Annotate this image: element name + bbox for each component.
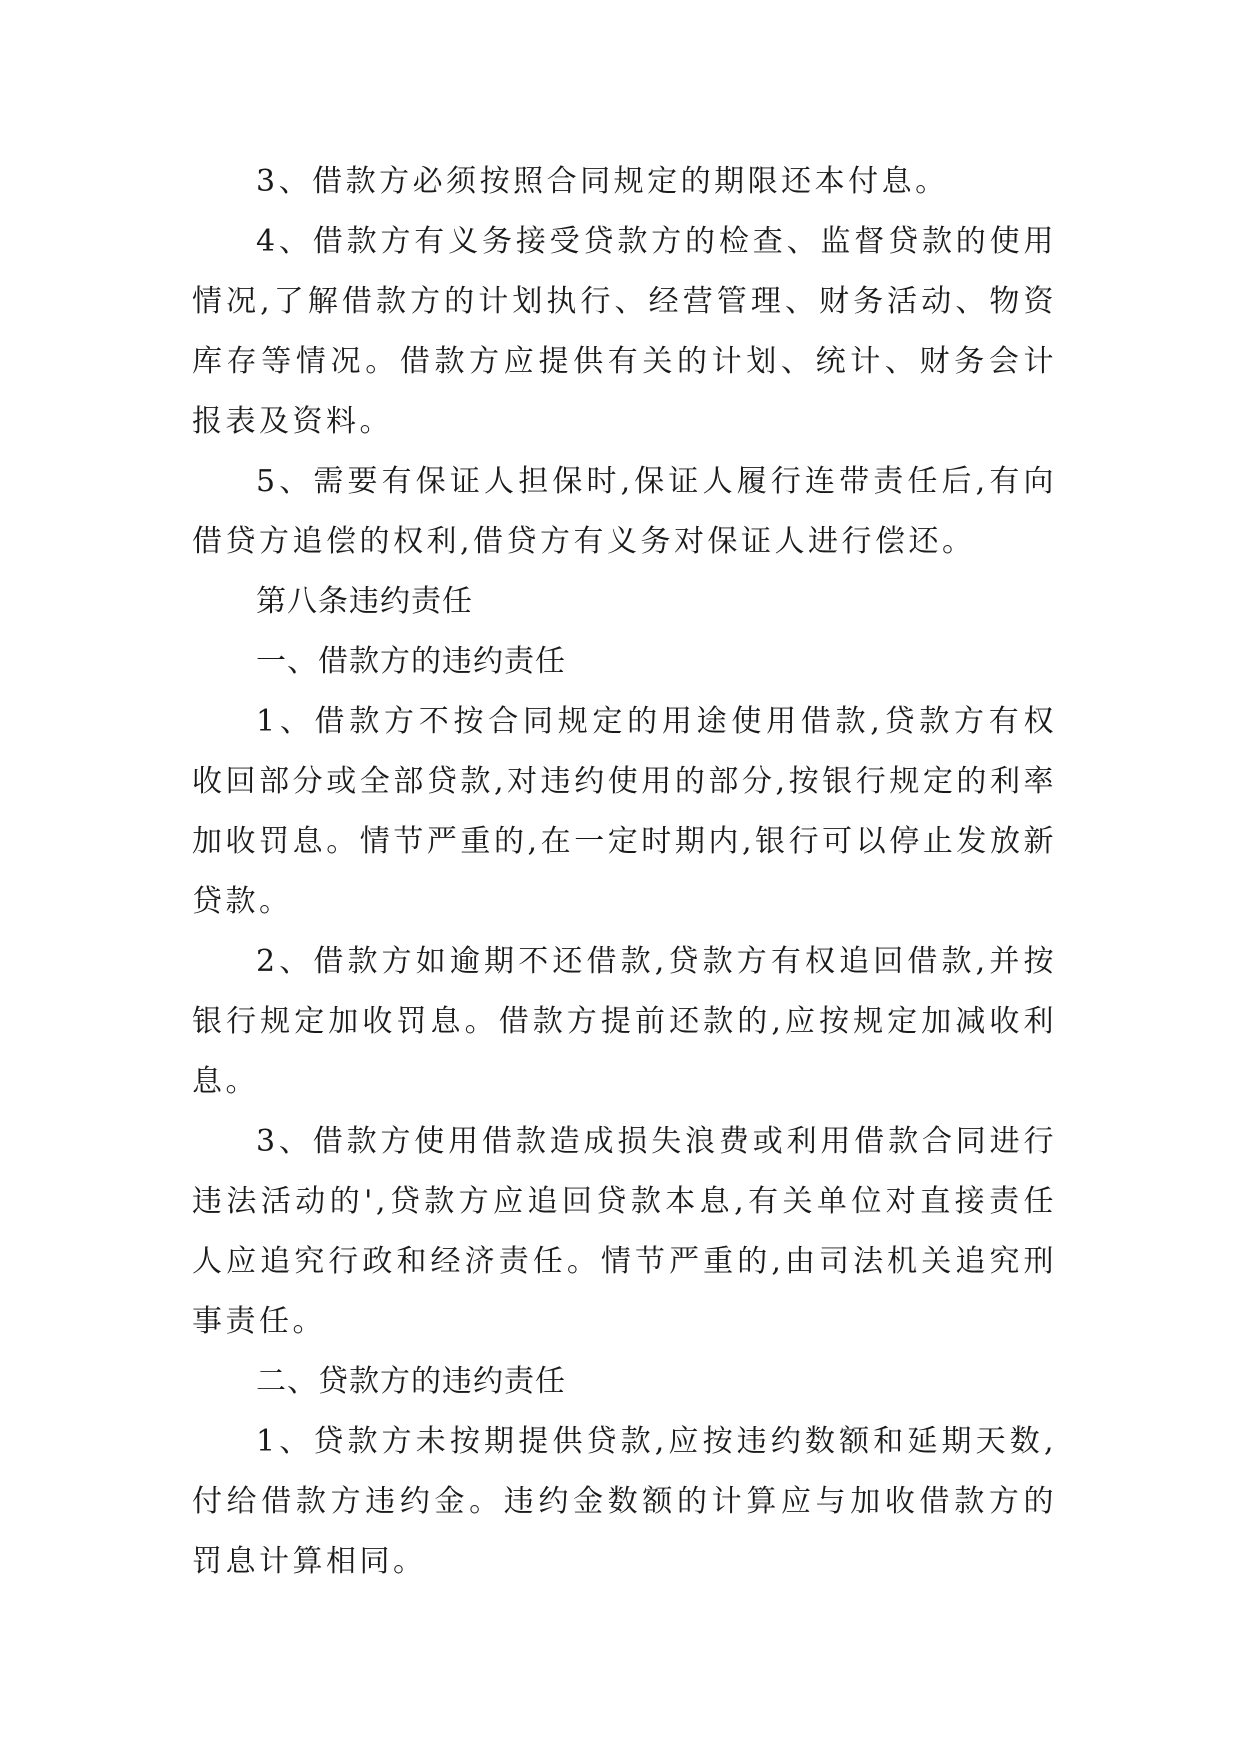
paragraph-guarantor-recourse: 5、需要有保证人担保时,保证人履行连带责任后,有向借贷方追偿的权利,借贷方有义务对保证人进行偿还。 bbox=[192, 464, 1057, 559]
paragraph-borrower-inspection: 4、借款方有义务接受贷款方的检查、监督贷款的使用情况,了解借款方的计划执行、经营管理、财务活动、物资库存等情况。借款方应提供有关的计划、统计、财务会计报表及资料。 bbox=[192, 224, 1057, 439]
paragraph-illegal-activity: 3、借款方使用借款造成损失浪费或利用借款合同进行违法活动的',贷款方应追回贷款本息,有关单位对直接责任人应追究行政和经济责任。情节严重的,由司法机关追究刑事责任。 bbox=[192, 1124, 1057, 1339]
article-eight-heading: 第八条违约责任 bbox=[256, 584, 473, 619]
paragraph-lender-late-loan: 1、贷款方未按期提供贷款,应按违约数额和延期天数,付给借款方违约金。违约金数额的计算应与加收借款方的罚息计算相同。 bbox=[192, 1424, 1057, 1579]
paragraph-overdue-repayment: 2、借款方如逾期不还借款,贷款方有权追回借款,并按银行规定加收罚息。借款方提前还款的,应按规定加减收利息。 bbox=[192, 944, 1057, 1099]
document-body bbox=[192, 152, 1057, 1592]
section-lender-liability-heading: 二、贷款方的违约责任 bbox=[256, 1364, 566, 1399]
paragraph-misuse-of-loan: 1、借款方不按合同规定的用途使用借款,贷款方有权收回部分或全部贷款,对违约使用的部分,按银行规定的利率加收罚息。情节严重的,在一定时期内,银行可以停止发放新贷款。 bbox=[192, 704, 1057, 919]
section-borrower-liability-heading: 一、借款方的违约责任 bbox=[256, 644, 566, 679]
paragraph-borrower-repayment: 3、借款方必须按照合同规定的期限还本付息。 bbox=[256, 164, 949, 199]
